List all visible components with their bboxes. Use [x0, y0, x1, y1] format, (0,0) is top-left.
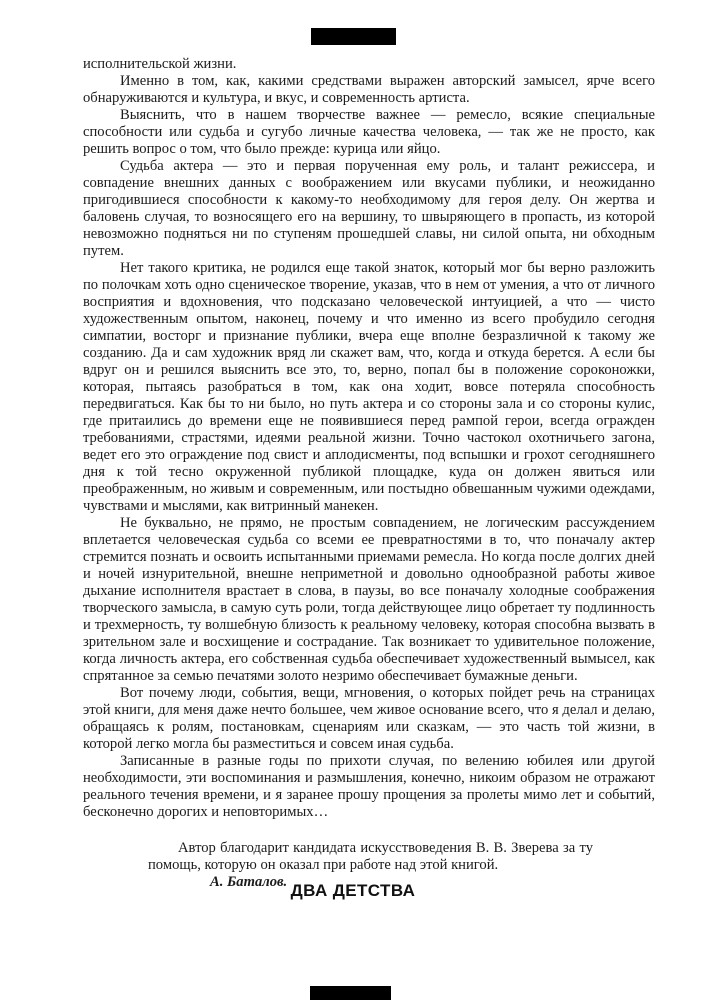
acknowledgment-text: Автор благодарит кандидата искусствоведения В. В. Зверева за ту помощь, которую он оказал при работе над этой книгой. [148, 840, 593, 873]
chapter-title: ДВА ДЕТСТВА [290, 881, 416, 900]
body-paragraph: Судьба актера — это и первая порученная ему роль, и талант режиссера, и совпадение внешних данных с воображением или вкусами публики, и неожиданно пригодившиеся способности к какому-то необходимому для героя делу. Он жертва и баловень случая, то возносящего его на вершину, то швыряющего в пропасть, из которой невозможно подняться ни по ступеням прошедшей славы, ни силой опыта, ни обходным путем. [83, 158, 655, 259]
page-text-block [83, 56, 655, 891]
body-paragraph: Записанные в разные годы по прихоти случая, по велению юбилея или другой необходимости, эти воспоминания и размышления, конечно, никоим образом не отражают реального течения времени, и я заранее прошу прощения за пролеты мимо лет и событий, бесконечно дорогих и неповторимых… [83, 753, 655, 820]
redaction-bar-top [311, 28, 396, 45]
body-paragraph: Именно в том, как, какими средствами выражен авторский замысел, ярче всего обнаруживаются и культура, и вкус, и современность артиста. [83, 73, 655, 106]
body-paragraph: Не буквально, не прямо, не простым совпадением, не логическим рассуждением вплетается человеческая судьба со всеми ее превратностями в то, что поначалу актер стремится познать и освоить испытанными приемами ремесла. Но когда после долгих дней и ночей изнурительной, внешне неприметной и довольно однообразной работы живое дыхание исполнителя врастает в слова, в паузы, во все поначалу холодные соображения творческого замысла, в самую суть роли, тогда действующее лицо обретает ту подлинность и трехмерность, ту волшебную близость к реальному человеку, которая способна вызвать в зрительном зале и восхищение и сострадание. Так возникает то удивительное положение, когда личность актера, его собственная судьба обеспечивает художественный вымысел, как спрятанное за семью печатями золото незримо обеспечивает бумажные деньги. [83, 515, 655, 684]
author-signature: А. Баталов. [210, 874, 288, 890]
body-paragraph: Вот почему люди, события, вещи, мгновения, о которых пойдет речь на страницах этой книги, для меня даже нечто большее, чем живое основание всего, что я делал и делаю, обращаясь к ролям, постановкам, сценариям или сказкам, — это часть той жизни, в которой легко могла бы разместиться и совсем иная судьба. [83, 685, 655, 752]
body-paragraph: Нет такого критика, не родился еще такой знаток, который мог бы верно разложить по полочкам хоть одно сценическое творение, указав, что в нем от умения, а что от личного восприятия и вдохновения, что подсказано человеческой интуицией, а что — чисто художественным опытом, наконец, почему и что именно из всего пробудило сегодня симпатии, восторг и признание публики, вчера еще вполне безразличной к такому же созданию. Да и сам художник вряд ли скажет вам, что, когда и откуда берется. А если бы вдруг он и решился выяснить все это, то, верно, попал бы в положение сороконожки, которая, пытаясь разобраться в том, как она ходит, вовсе потеряла способность передвигаться. Как бы то ни было, но путь актера и со стороны зала и со стороны кулис, где притаились до времени еще не появившиеся перед рампой герои, всегда огражден требованиями, страстями, идеями реальной жизни. Точно частокол охотничьего загона, ведет его это ограждение под свист и аплодисменты, под вспышки и грохот сегодняшнего дня к той тесно окруженной публикой площадке, куда он должен явиться или преображенным, но живым и современным, или постыдно обвешанным чужими одеждами, чувствами и мыслями, как витринный манекен. [83, 260, 655, 514]
body-paragraph: Выяснить, что в нашем творчестве важнее — ремесло, всякие специальные способности или судьба и сугубо личные качества человека, — так же не просто, как решить вопрос о том, что было прежде: курица или яйцо. [83, 107, 655, 157]
body-paragraph: исполнительской жизни. [83, 56, 237, 72]
redaction-bar-bottom [310, 986, 391, 1000]
